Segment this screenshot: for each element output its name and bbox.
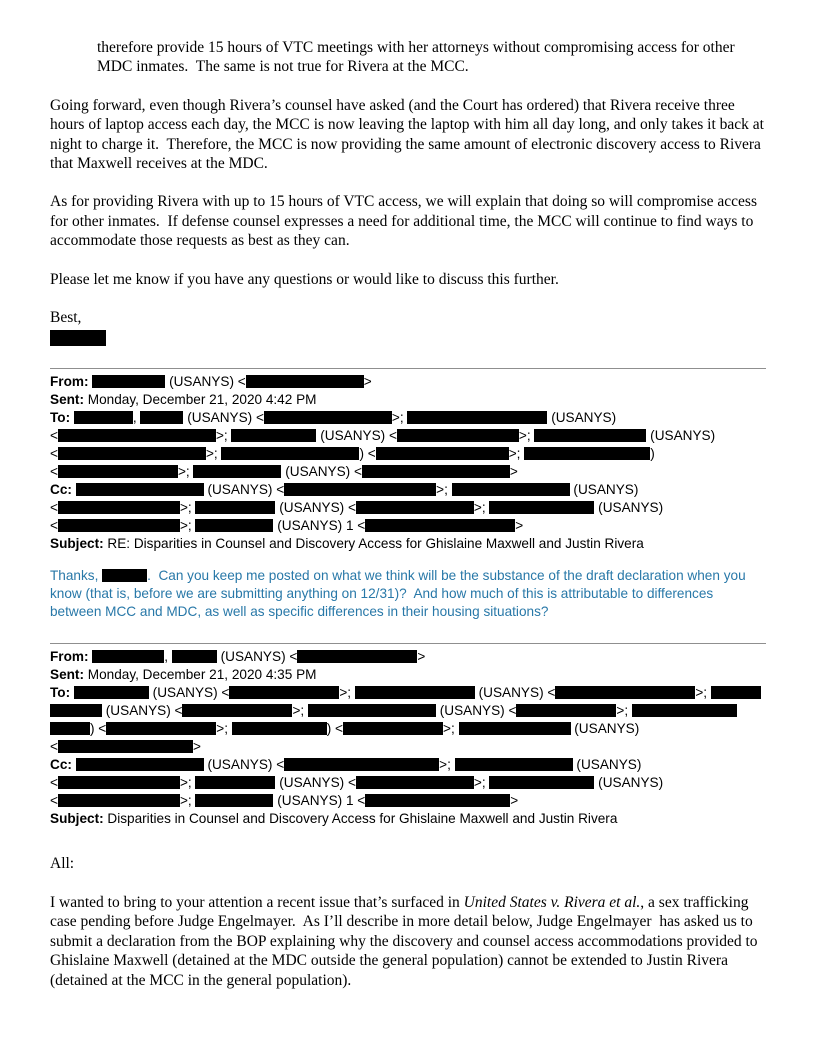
text-run: (USANYS) < [316,428,397,444]
redaction-bar [284,483,436,496]
redaction-bar [229,686,339,699]
redaction-bar [50,722,90,735]
redaction-bar [489,776,594,789]
intro-paragraph: therefore provide 15 hours of VTC meetings with her attorneys without compromising access for other MDC inmates. The same is not true for Rivera at the MCC. [97,39,739,76]
text-run: < [50,518,58,534]
redaction-bar [232,722,327,735]
redaction-bar [452,483,570,496]
text-run: > [192,739,201,755]
redaction-bar [195,776,275,789]
header-field-label: To: [50,685,74,701]
header-field-label: Cc: [50,482,76,498]
body-paragraph: Going forward, even though Rivera’s counsel have asked (and the Court has ordered) that Rivera receive three hours of laptop access each day, the MCC is now leaving the laptop with him all day long, and only takes it back at night to charge it. Therefore, the MCC is now providing the same amount of electronic discovery access to Rivera that Maxwell receives at the MDC. [50,96,768,173]
redaction-bar [355,686,475,699]
email-header-line [50,720,766,738]
text-run: ) < [359,446,376,462]
text-run: (USANYS) [594,775,664,791]
text-run: Disparities in Counsel and Discovery Access for Ghislaine Maxwell and Justin Rivera [107,811,618,827]
text-run: (USANYS) [572,757,642,773]
text-run: (USANYS) [569,482,639,498]
text-run: >; [179,775,196,791]
redaction-bar [58,776,180,789]
text-run: >; [508,446,525,462]
text-run: (USANYS) [570,721,640,737]
redaction-bar [195,501,275,514]
redaction-bar [524,447,650,460]
text-run: >; [205,446,222,462]
text-run: (USANYS) < [102,703,183,719]
text-run: >; [179,500,196,516]
text-run: >; [177,464,194,480]
text-run: >; [292,703,308,719]
redaction-bar [343,722,443,735]
text-run: (USANYS) [547,410,617,426]
redaction-bar [50,704,102,717]
redaction-bar [182,704,292,717]
text-run: >; [339,685,355,701]
redaction-bar [193,465,281,478]
body-paragraph: Please let me know if you have any questions or would like to discuss this further. [50,270,559,288]
email-header-line [50,666,766,684]
redaction-bar [555,686,695,699]
email-header-line [50,481,766,499]
redaction-bar [92,650,164,663]
email1-header-block [50,373,766,553]
text-run: < [50,464,58,480]
text-run: < [50,793,58,809]
text-run: < [50,500,58,516]
header-field-label: Sent: [50,392,88,408]
text-run: >; [439,757,455,773]
text-run: Thanks, [50,568,103,584]
text-run: > [509,464,518,480]
text-run: (USANYS) < [281,464,362,480]
redaction-bar [74,686,149,699]
text-run: I wanted to bring to your attention a recent issue that’s surfaced in [50,893,464,911]
redaction-bar [195,519,273,532]
redaction-bar [58,519,180,532]
redaction-bar [297,650,417,663]
redaction-bar [407,411,547,424]
email-header-line [50,756,766,774]
text-run: >; [473,775,490,791]
text-run: (USANYS) < [474,685,556,701]
redaction-bar [459,722,571,735]
signoff-text: Best, [50,309,82,327]
redaction-bar [102,569,147,582]
email2-body-paragraph [50,893,766,990]
text-run: (USANYS) < [275,500,356,516]
text-run: (USANYS) < [435,703,517,719]
text-run: Monday, December 21, 2020 4:42 PM [87,392,317,408]
text-run: (USANYS) [594,500,664,516]
redaction-bar [284,758,439,771]
text-run: >; [391,410,408,426]
redaction-bar [58,447,206,460]
email-header-line [50,810,766,828]
redaction-bar [356,501,474,514]
redaction-bar [106,722,216,735]
text-run: , a sex trafficking case pending before Judge Engelmayer. As I’ll describe in more detail below, Judge Engelmayer has asked us to submit a declaration from the BOP explaining why the discovery and counsel access accommodations provided to Ghislaine Maxwell (detained at the MDC outside the general population) cannot be extended to Justin Rivera (detained at the MCC in the general population). [50,893,762,989]
redaction-bar [246,375,364,388]
text-run: (USANYS) 1 < [273,518,366,534]
text-run: (USANYS) 1 < [273,793,366,809]
redaction-bar [221,447,359,460]
header-field-label: Sent: [50,667,88,683]
header-field-label: From: [50,649,93,665]
text-run: (USANYS) [646,428,716,444]
signature-redaction-bar [50,330,106,346]
text-run: >; [443,721,459,737]
text-run: > [510,793,519,809]
text-run: (USANYS) < [183,410,264,426]
redaction-bar [74,411,133,424]
email-header-line [50,409,766,427]
email-header-line [50,774,766,792]
email-header-line [50,738,766,756]
redaction-bar [397,429,519,442]
redaction-bar [76,483,204,496]
text-run: (USANYS) < [216,649,298,665]
email-header-line [50,391,766,409]
text-run: > [515,518,524,534]
text-run: < [50,739,58,755]
redaction-bar [58,429,216,442]
email-header-line [50,702,766,720]
redaction-bar [365,794,510,807]
text-run: >; [518,428,535,444]
header-field-label: Cc: [50,757,76,773]
text-run: RE: Disparities in Counsel and Discovery Access for Ghislaine Maxwell and Justin Rivera [107,536,644,552]
text-run: , [164,649,172,665]
redaction-bar [362,465,510,478]
redaction-bar [356,776,474,789]
text-run: ) < [326,721,343,737]
redaction-bar [264,411,392,424]
email-divider [50,643,766,644]
text-run: > [417,649,426,665]
text-run: ) < [90,721,107,737]
text-run: Monday, December 21, 2020 4:35 PM [87,667,317,683]
text-run: >; [473,500,490,516]
email-divider [50,368,766,369]
text-run: ) [650,446,655,462]
text-run: >; [436,482,452,498]
email-header-line [50,648,766,666]
text-run: >; [179,518,196,534]
header-field-label: Subject: [50,536,108,552]
text-run: > [363,374,372,390]
text-run: < [50,428,58,444]
header-field-label: From: [50,374,93,390]
redaction-bar [195,794,273,807]
text-run: >; [216,721,232,737]
redaction-bar [76,758,204,771]
text-run: . Can you keep me posted on what we think will be the substance of the draft declaration when you know (that is, before we are submitting anything on 12/31)? And how much of this is attributable to differences between MCC and MDC, as well as specific differences in their housing situations? [50,568,750,620]
redaction-bar [455,758,573,771]
redaction-bar [365,519,515,532]
redaction-bar [92,375,165,388]
text-run: >; [215,428,232,444]
body-paragraph: As for providing Rivera with up to 15 hours of VTC access, we will explain that doing so will compromise access for other inmates. If defense counsel expresses a need for additional time, the MCC will continue to find ways to accommodate those requests as best as they can. [50,193,761,250]
redaction-bar [231,429,316,442]
redaction-bar [632,704,737,717]
redaction-bar [58,794,180,807]
email-header-line [50,535,766,553]
text-run: >; [616,703,632,719]
redaction-bar [58,740,193,753]
redaction-bar [58,465,178,478]
text-run: (USANYS) < [275,775,356,791]
redaction-bar [516,704,616,717]
email-header-line [50,684,766,702]
redaction-bar [376,447,509,460]
text-run: < [50,775,58,791]
header-field-label: To: [50,410,74,426]
text-run: >; [179,793,196,809]
text-run: < [50,446,58,462]
email-header-line [50,792,766,810]
redaction-bar [534,429,646,442]
header-field-label: Subject: [50,811,108,827]
email2-header-block [50,648,766,828]
redaction-bar [172,650,217,663]
text-run: (USANYS) < [203,757,285,773]
redaction-bar [140,411,183,424]
text-run: , [132,410,141,426]
salutation-text: All: [50,855,75,873]
redaction-bar [58,501,180,514]
email-header-line [50,463,766,481]
email-header-line [50,445,766,463]
top-email-body [50,96,766,289]
text-run: (USANYS) < [203,482,285,498]
email-header-line [50,517,766,535]
text-run: United States v. Rivera et al. [463,893,641,911]
email-header-line [50,373,766,391]
redaction-bar [308,704,436,717]
redaction-bar [489,501,594,514]
redaction-bar [711,686,761,699]
text-run: >; [695,685,711,701]
email1-reply-paragraph [50,567,766,621]
email-header-line [50,499,766,517]
email-header-line [50,427,766,445]
text-run: (USANYS) < [148,685,230,701]
text-run: (USANYS) < [165,374,246,390]
